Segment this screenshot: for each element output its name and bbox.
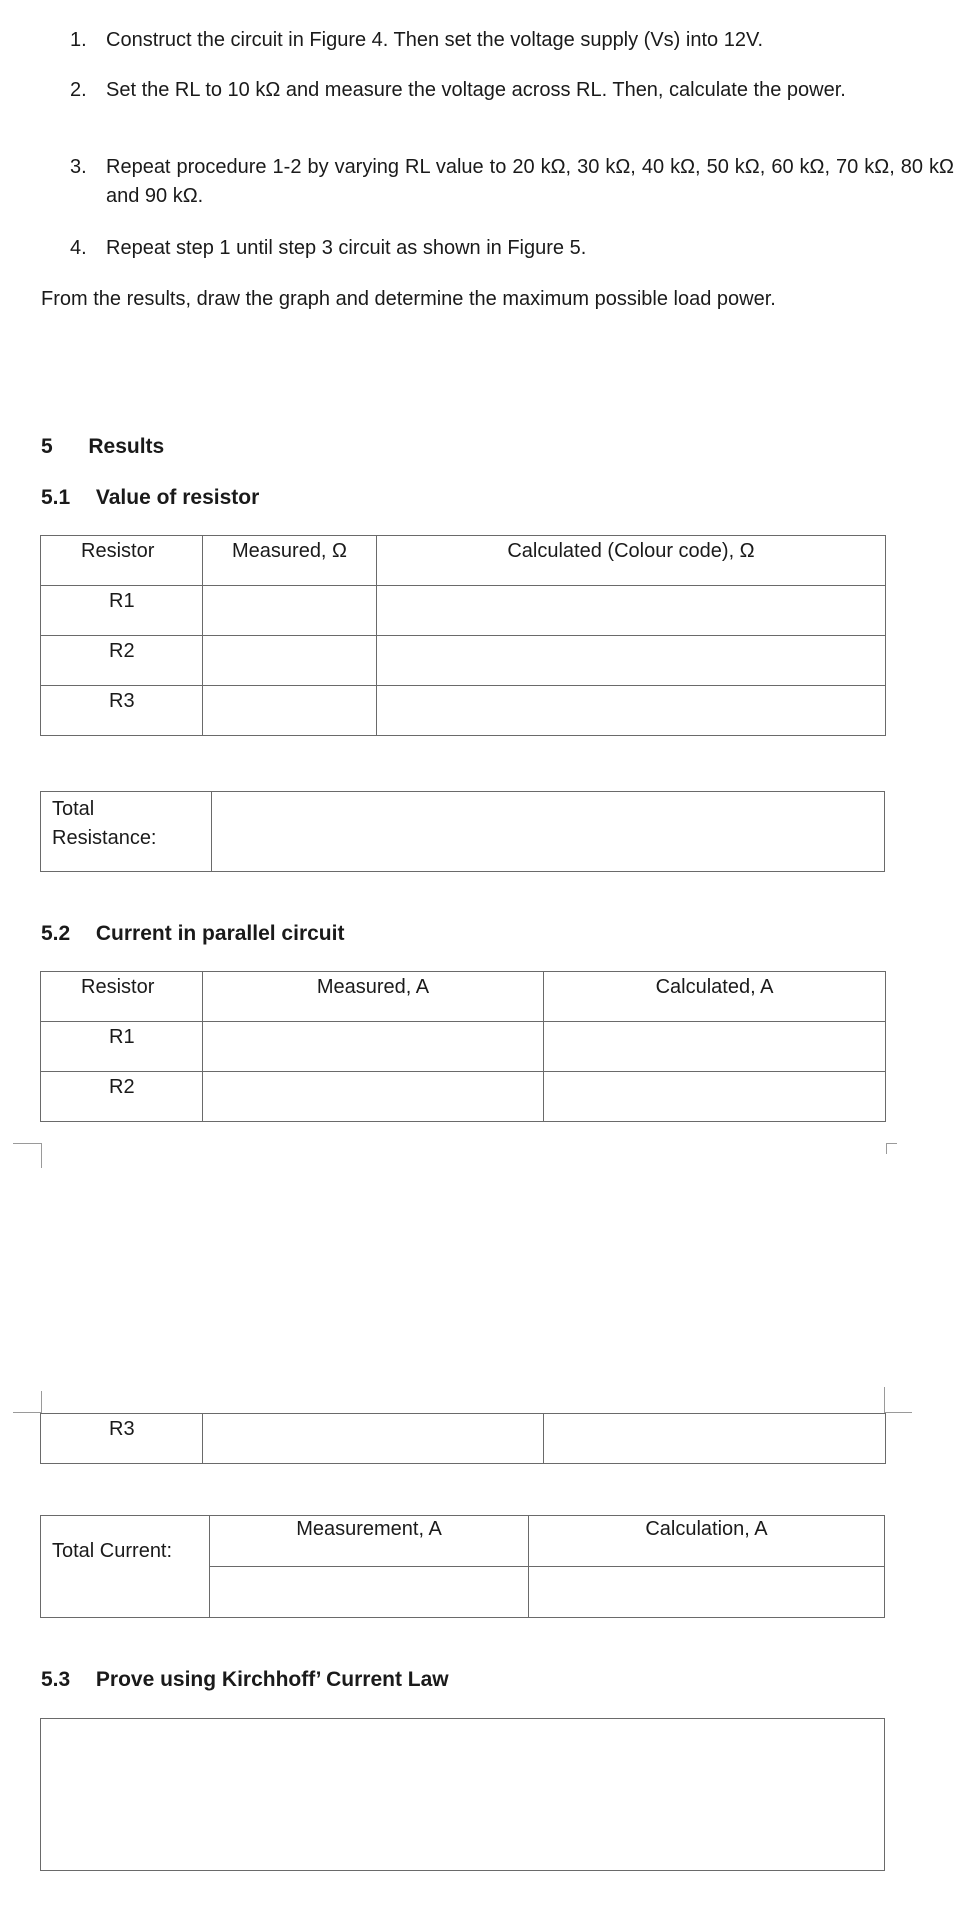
parallel-current-table	[40, 971, 886, 1122]
section-title: Value of resistor	[95, 486, 260, 509]
table-header-row	[41, 972, 886, 1022]
calculated-input-cell[interactable]	[544, 1022, 886, 1072]
section-number: 5	[41, 435, 53, 458]
table-row	[41, 686, 886, 736]
procedure-text: Construct the circuit in Figure 4. Then set the voltage supply (Vs) into 12V.	[106, 29, 764, 51]
label-line: Resistance:	[52, 827, 157, 849]
label-line: Total	[52, 798, 95, 820]
page-corner-mark	[13, 1143, 42, 1168]
page-corner-mark	[884, 1387, 885, 1413]
measured-input-cell[interactable]	[203, 1414, 544, 1464]
table-header-cell: Calculated, A	[544, 972, 886, 1022]
table-header-cell: Resistor	[41, 536, 203, 586]
section-title: Current in parallel circuit	[95, 922, 345, 945]
page-corner-mark	[41, 1391, 42, 1413]
table-cell: R1	[41, 1022, 203, 1072]
section-number: 5.1	[41, 486, 71, 509]
kirchhoff-proof-box[interactable]	[40, 1718, 885, 1871]
table-header-cell: Calculation, A	[645, 1518, 768, 1540]
table-row	[41, 586, 886, 636]
total-current-box	[40, 1515, 885, 1618]
table-cell: R2	[41, 1072, 203, 1122]
table-header-cell: Resistor	[41, 972, 203, 1022]
section-title: Prove using Kirchhoff’ Current Law	[95, 1668, 449, 1691]
section-number: 5.3	[41, 1668, 71, 1691]
measured-input-cell[interactable]	[203, 586, 377, 636]
measured-input-cell[interactable]	[203, 1072, 544, 1122]
page-break-line	[13, 1412, 41, 1413]
divider	[210, 1566, 884, 1567]
measured-input-cell[interactable]	[203, 636, 377, 686]
table-cell: R1	[41, 586, 203, 636]
calculation-input-cell[interactable]	[530, 1568, 883, 1616]
table-cell: R2	[41, 636, 203, 686]
table-row	[41, 1414, 886, 1464]
table-header-cell: Measurement, A	[296, 1518, 442, 1540]
section-title: Results	[88, 435, 165, 458]
resistor-value-table	[40, 535, 886, 736]
calculated-input-cell[interactable]	[377, 636, 886, 686]
parallel-current-table-continued	[40, 1413, 886, 1464]
procedure-number: 3.	[70, 156, 87, 178]
table-header-cell: Measured, A	[203, 972, 544, 1022]
section-number: 5.2	[41, 922, 71, 945]
page-break-line	[884, 1412, 912, 1413]
page-corner-mark	[886, 1143, 897, 1154]
calculated-input-cell[interactable]	[377, 686, 886, 736]
calculated-input-cell[interactable]	[377, 586, 886, 636]
table-row	[41, 636, 886, 686]
table-row	[41, 1022, 886, 1072]
measurement-input-cell[interactable]	[211, 1568, 527, 1616]
procedure-number: 2.	[70, 79, 87, 101]
procedure-number: 4.	[70, 237, 87, 259]
table-header-cell: Measured, Ω	[203, 536, 377, 586]
table-header-row	[41, 536, 886, 586]
measured-input-cell[interactable]	[203, 1022, 544, 1072]
table-cell: R3	[41, 686, 203, 736]
section-5-heading	[41, 435, 164, 459]
procedure-number: 1.	[70, 29, 87, 51]
total-resistance-box	[40, 791, 885, 872]
total-resistance-label	[52, 795, 157, 853]
section-5-3-heading	[41, 1668, 449, 1692]
table-row	[41, 1072, 886, 1122]
divider	[211, 792, 212, 871]
procedure-text: Repeat procedure 1-2 by varying RL value to 20 kΩ, 30 kΩ, 40 kΩ, 50 kΩ, 60 kΩ, 70 kΩ, 80 kΩ and 90 kΩ.	[106, 156, 954, 207]
table-cell: R3	[41, 1414, 203, 1464]
calculated-input-cell[interactable]	[544, 1414, 886, 1464]
total-resistance-input[interactable]	[213, 792, 883, 871]
conclusion-paragraph: From the results, draw the graph and determine the maximum possible load power.	[41, 288, 776, 310]
measured-input-cell[interactable]	[203, 686, 377, 736]
procedure-text: Repeat step 1 until step 3 circuit as shown in Figure 5.	[106, 237, 587, 259]
calculated-input-cell[interactable]	[544, 1072, 886, 1122]
section-5-2-heading	[41, 922, 344, 946]
table-header-cell: Calculated (Colour code), Ω	[377, 536, 886, 586]
total-current-label: Total Current:	[52, 1540, 173, 1562]
section-5-1-heading	[41, 486, 259, 510]
procedure-text: Set the RL to 10 kΩ and measure the voltage across RL. Then, calculate the power.	[106, 79, 846, 101]
